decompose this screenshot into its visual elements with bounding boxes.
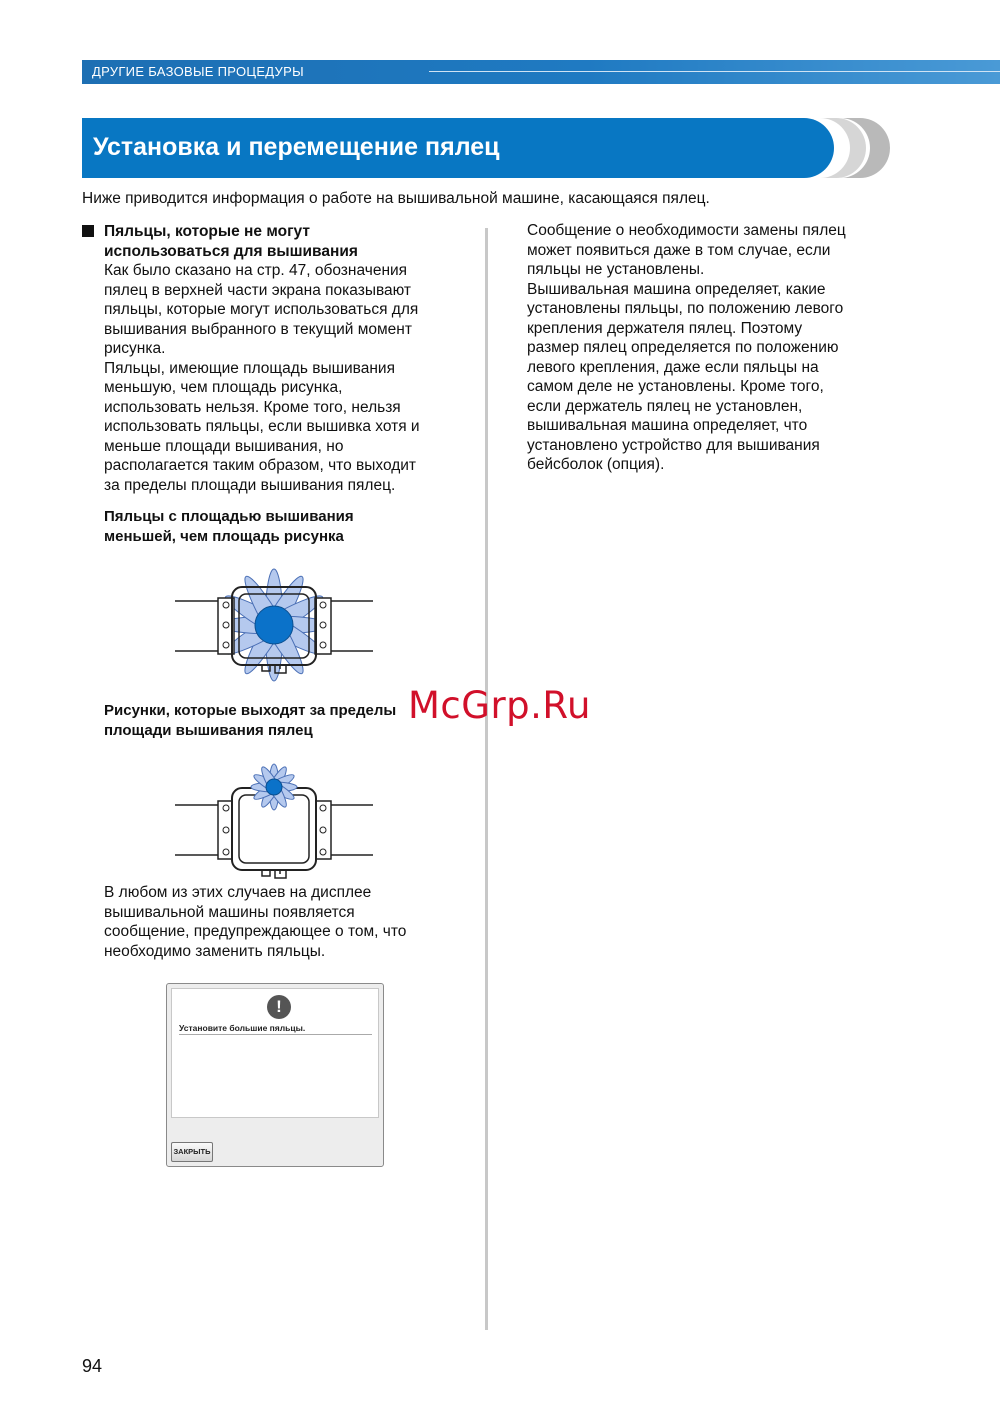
text-line: располагается таким образом, что выходит (104, 457, 417, 474)
watermark: McGrp.Ru (408, 684, 591, 727)
intro-text: Ниже приводится информация о работе на вышивальной машине, касающаяся пялец. (82, 190, 710, 207)
text-line: установлены пяльцы, по положению левого (527, 300, 844, 317)
text-line: Как было сказано на стр. 47, обозначения (104, 262, 408, 279)
heading-line: использоваться для вышивания (104, 242, 358, 260)
text-line: Пяльцы, имеющие площадь вышивания (104, 359, 395, 377)
subheading-line: меньшей, чем площадь рисунка (104, 527, 344, 545)
text-line: бейсболок (опция). (527, 456, 665, 473)
machine-message-screen (166, 983, 384, 1167)
text-line: самом деле не установлены. Кроме того, (527, 378, 824, 395)
section-label: ДРУГИЕ БАЗОВЫЕ ПРОЦЕДУРЫ (92, 64, 304, 79)
paragraph-1 (82, 261, 477, 359)
title-banner (82, 118, 834, 178)
text-line: вышивальная машина определяет, что (527, 417, 808, 434)
subheading-line: Пяльцы с площадью вышивания (104, 508, 354, 525)
text-line: крепления держателя пялец. Поэтому (527, 319, 803, 337)
screen-message: Установите большие пяльцы. (179, 1023, 306, 1033)
hoop-smaller-figure (170, 563, 380, 688)
section-heading (82, 222, 477, 261)
page-number: 94 (82, 1356, 103, 1376)
text-line: вышивальной машины появляется (104, 903, 355, 921)
text-line: необходимо заменить пяльцы. (104, 942, 326, 960)
page-title: Установка и перемещение пялец (93, 133, 500, 161)
text-line: сообщение, предупреждающее о том, что (104, 923, 407, 940)
message-panel (171, 988, 379, 1118)
text-line: использовать нельзя. Кроме того, нельзя (104, 398, 401, 416)
subheading-line: площади вышивания пялец (104, 721, 313, 739)
text-line: может появиться даже в том случае, если (527, 241, 831, 259)
text-line: левого крепления, даже если пяльцы на (527, 358, 819, 376)
text-line: В любом из этих случаев на дисплее (104, 884, 372, 901)
text-line: меньше площади вышивания, но (104, 437, 344, 455)
header-rule (429, 71, 1000, 72)
paragraph-right (527, 221, 907, 475)
design-outside-figure (170, 760, 380, 880)
text-line: за пределы площади вышивания пялец. (104, 476, 396, 494)
heading-line: Пяльцы, которые не могут (104, 223, 310, 240)
subheading-smaller-hoop (82, 507, 477, 546)
paragraph-2 (82, 359, 477, 496)
text-line: Сообщение о необходимости замены пялец (527, 222, 846, 239)
square-bullet-icon (82, 225, 94, 237)
right-column (527, 221, 907, 475)
section-header-bar (82, 60, 1000, 84)
exclamation-icon: ! (267, 995, 291, 1019)
column-divider (485, 228, 488, 1330)
text-line: пялец в верхней части экрана показывают (104, 281, 412, 299)
text-line: использовать пяльцы, если вышивка хотя и (104, 418, 420, 435)
text-line: вышивания выбранного в текущий момент (104, 320, 412, 338)
text-line: установлено устройство для вышивания (527, 436, 820, 454)
close-button[interactable]: ЗАКРЫТЬ (171, 1142, 213, 1162)
text-line: рисунка. (104, 340, 166, 357)
text-line: пяльцы не установлены. (527, 261, 705, 278)
message-underline (179, 1034, 372, 1035)
title-decoration (812, 118, 892, 178)
text-line: если держатель пялец не установлен, (527, 397, 803, 415)
text-line: размер пялец определяется по положению (527, 339, 839, 356)
text-line: меньшую, чем площадь рисунка, (104, 379, 343, 396)
text-line: пяльцы, которые могут использоваться для (104, 301, 419, 318)
text-line: Вышивальная машина определяет, какие (527, 280, 826, 298)
subheading-line: Рисунки, которые выходят за пределы (104, 702, 397, 719)
paragraph-3 (82, 883, 477, 961)
